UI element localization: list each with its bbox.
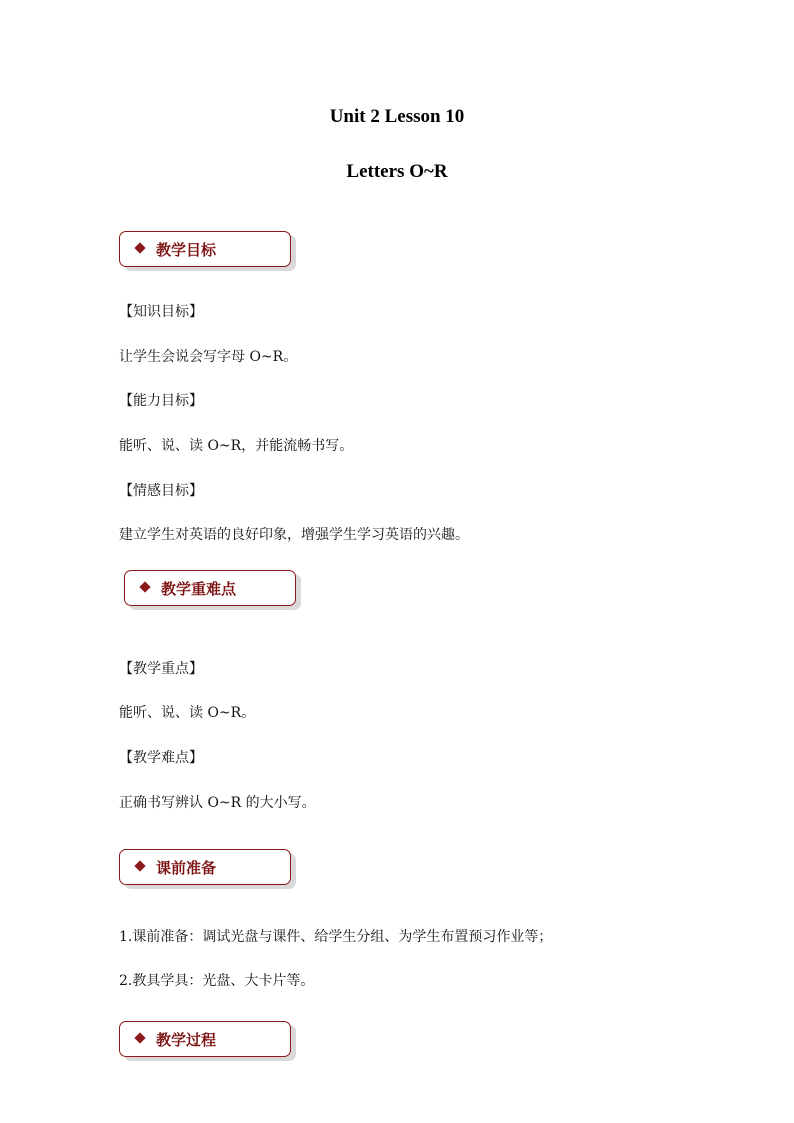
paragraph-line: 【能力目标】 (119, 393, 203, 409)
paragraph-line: 1.课前准备：调试光盘与课件、给学生分组、为学生布置预习作业等； (119, 929, 553, 945)
section-heading-process (119, 1021, 291, 1057)
paragraph-line: 【教学难点】 (119, 750, 203, 766)
paragraph-line: 让学生会说会写字母 O~R。 (119, 349, 298, 365)
paragraph-line: 正确书写辨认 O~R 的大小写。 (119, 795, 316, 811)
diamond-bullet-icon (139, 581, 150, 592)
section-heading-key-points (124, 570, 296, 606)
paragraph-line: 能听、说、读 O~R。 (119, 705, 256, 721)
document-title: Unit 2 Lesson 10 (329, 106, 465, 127)
diamond-bullet-icon (134, 242, 145, 253)
section-heading-preparation (119, 849, 291, 885)
section-heading-objectives (119, 231, 291, 267)
paragraph-line: 2.教具学具：光盘、大卡片等。 (119, 973, 315, 989)
section-heading-label: 教学重难点 (161, 580, 237, 598)
paragraph-line: 建立学生对英语的良好印象，增强学生学习英语的兴趣。 (119, 527, 469, 543)
paragraph-line: 【知识目标】 (119, 304, 203, 320)
document-subtitle: Letters O~R (346, 161, 448, 182)
diamond-bullet-icon (134, 1032, 145, 1043)
section-heading-label: 教学目标 (156, 241, 217, 259)
diamond-bullet-icon (134, 860, 145, 871)
paragraph-line: 【情感目标】 (119, 483, 203, 499)
section-heading-label: 教学过程 (156, 1031, 217, 1049)
paragraph-line: 【教学重点】 (119, 661, 203, 677)
section-heading-label: 课前准备 (156, 859, 217, 877)
paragraph-line: 能听、说、读 O~R，并能流畅书写。 (119, 438, 354, 454)
